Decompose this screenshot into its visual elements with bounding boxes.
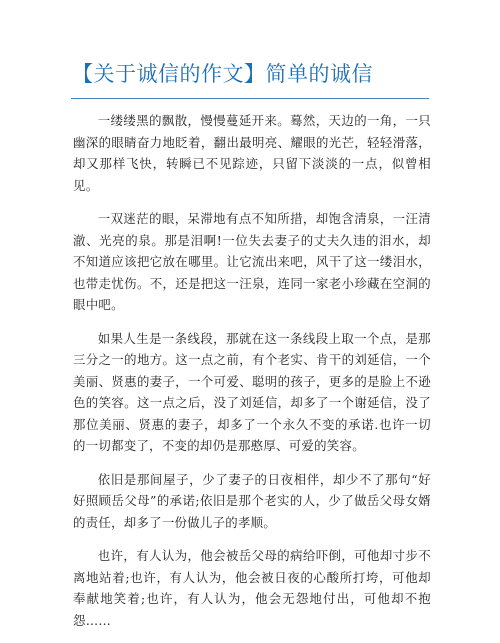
paragraph-1: 一缕缕黑的飘散，慢慢蔓延开来。蓦然，天边的一角，一只幽深的眼睛奋力地眨着，翻出最明亮、耀眼的光芒，轻轻滑落，却又那样飞快，转瞬已不见踪迹，只留下淡淡的一点，似曾相见。 [73, 113, 431, 193]
paragraph-3: 如果人生是一条线段，那就在这一条线段上取一个点，是那三分之一的地方。这一点之前，有个老实、肯干的刘延信，一个美丽、贤惠的妻子，一个可爱、聪明的孩子，更多的是脸上不逊色的笑容。这一点之后，没了刘延信，却多了一个谢延信，没了那位美丽、贤惠的妻子，却多了一个永久不变的承诺.也许一切的一切都变了，不变的却仍是那憨厚、可爱的笑容。 [73, 330, 431, 453]
page-title: 【关于诚信的作文】简单的诚信 [72, 62, 373, 86]
title-divider [71, 98, 429, 99]
article-body [73, 110, 431, 643]
paragraph-4: 依旧是那间屋子，少了妻子的日夜相伴，却少不了那句“好好照顾岳父母”的承诺;依旧是那个老实的人，少了做岳父母女婿的责任，却多了一份做儿子的孝顺。 [73, 471, 431, 530]
paragraph-5: 也许，有人认为，他会被岳父母的病给吓倒，可他却寸步不离地站着;也许，有人认为，他会被日夜的心酸所打垮，可他却奉献地笑着;也许，有人认为，他会无怨地付出，可他却不抱怨…… [73, 548, 431, 628]
paragraph-2: 一双迷茫的眼，呆滞地有点不知所措，却饱含清泉，一汪清澈、光亮的泉。那是泪啊!一位失去妻子的丈夫久违的泪水，却不知道应该把它放在哪里。让它流出来吧，风干了这一缕泪水，也带走忧伤。不，还是把这一汪泉，连同一家老小珍藏在空洞的眼中吧。 [73, 211, 431, 312]
